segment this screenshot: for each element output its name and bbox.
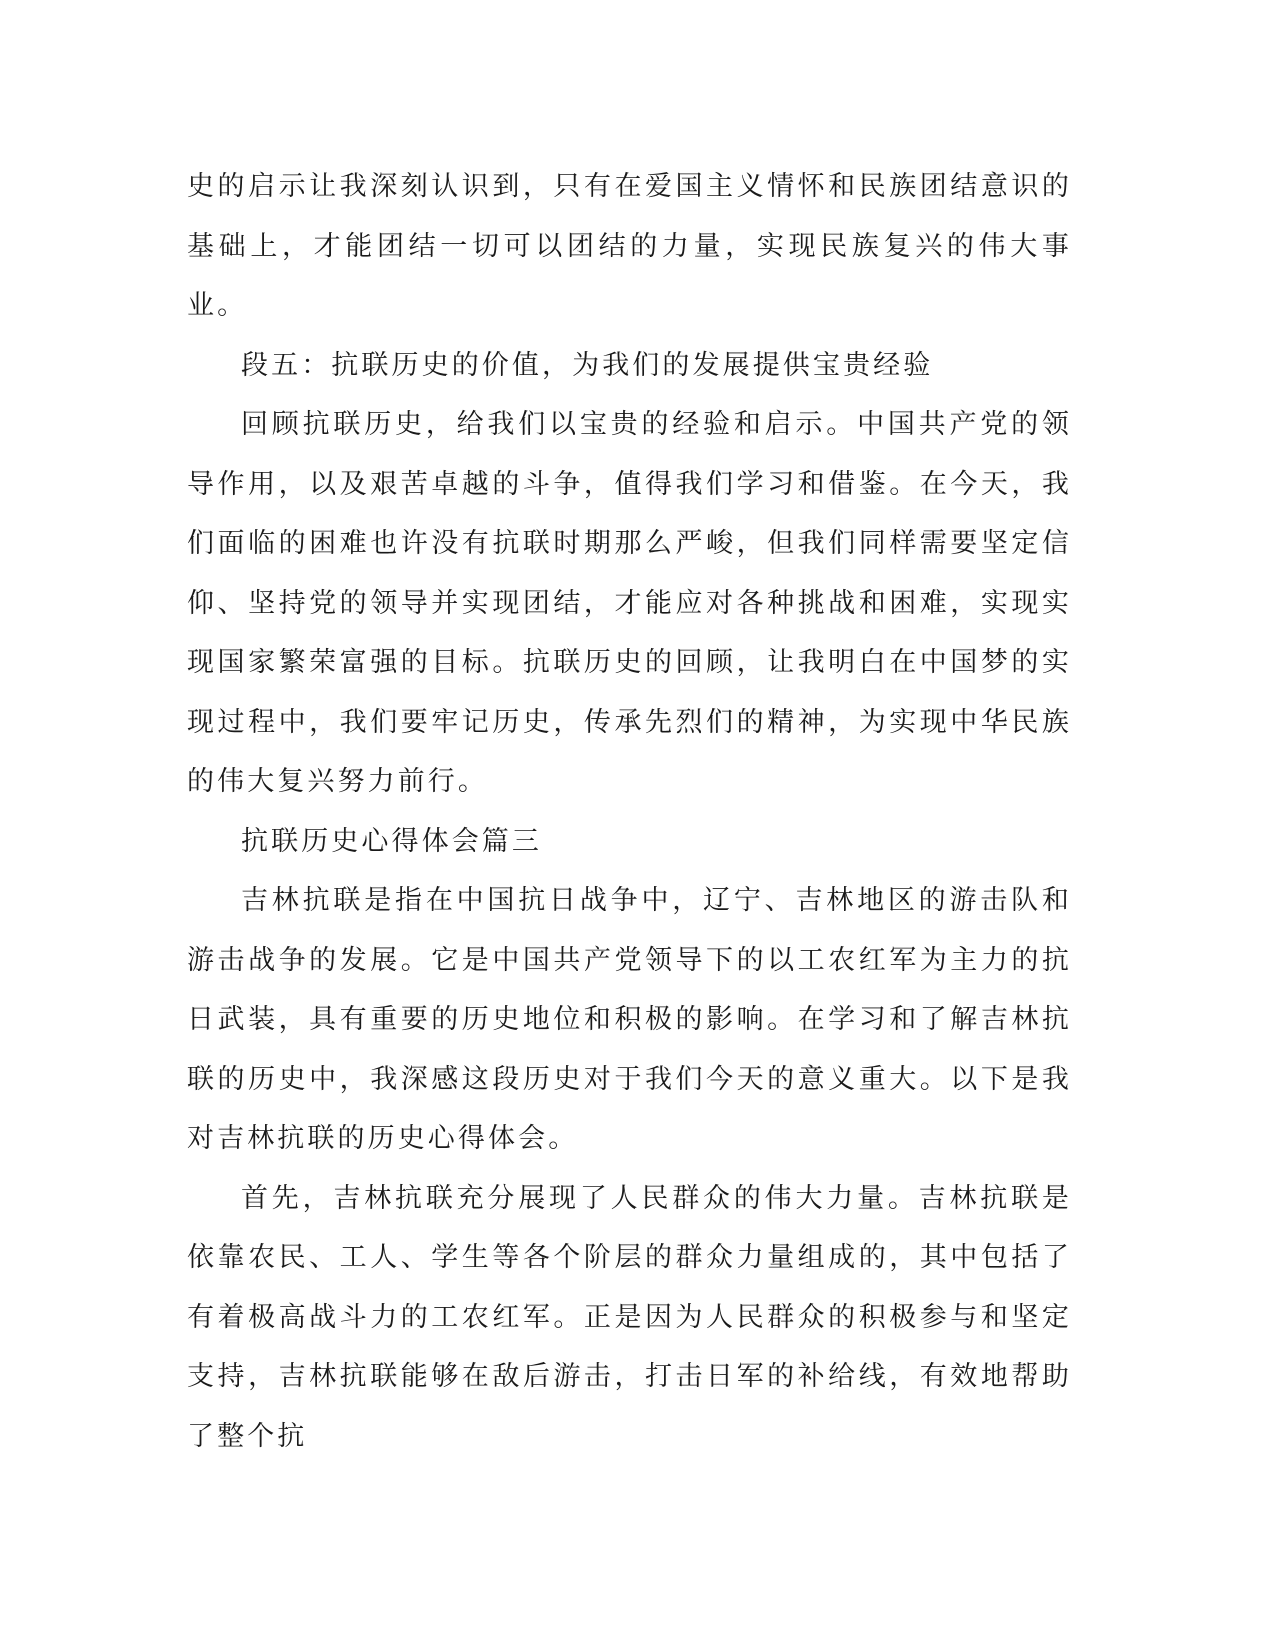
paragraph-first-point: 首先，吉林抗联充分展现了人民群众的伟大力量。吉林抗联是依靠农民、工人、学生等各个阶层的群众力量组成的，其中包括了有着极高战斗力的工农红军。正是因为人民群众的积极参与和坚定支持，吉林抗联能够在敌后游击，打击日军的补给线，有效地帮助了整个抗 [187,1182,1072,1452]
section-heading-five: 段五：抗联历史的价值，为我们的发展提供宝贵经验 [241,349,934,381]
paragraph-intro-jilin: 吉林抗联是指在中国抗日战争中，辽宁、吉林地区的游击队和游击战争的发展。它是中国共产党领导下的以工农红军为主力的抗日武装，具有重要的历史地位和积极的影响。在学习和了解吉林抗联的历史中，我深感这段历史对于我们今天的意义重大。以下是我对吉林抗联的历史心得体会。 [187,885,1072,1154]
essay-title-part-three: 抗联历史心得体会篇三 [241,825,542,857]
paragraph-continuation: 史的启示让我深刻认识到，只有在爱国主义情怀和民族团结意识的基础上，才能团结一切可以团结的力量，实现民族复兴的伟大事业。 [187,171,1072,321]
document-body [187,157,1072,1466]
paragraph-review: 回顾抗联历史，给我们以宝贵的经验和启示。中国共产党的领导作用，以及艰苦卓越的斗争，值得我们学习和借鉴。在今天，我们面临的困难也许没有抗联时期那么严峻，但我们同样需要坚定信仰、坚持党的领导并实现团结，才能应对各种挑战和困难，实现实现国家繁荣富强的目标。抗联历史的回顾，让我明白在中国梦的实现过程中，我们要牢记历史，传承先烈们的精神，为实现中华民族的伟大复兴努力前行。 [187,409,1072,797]
